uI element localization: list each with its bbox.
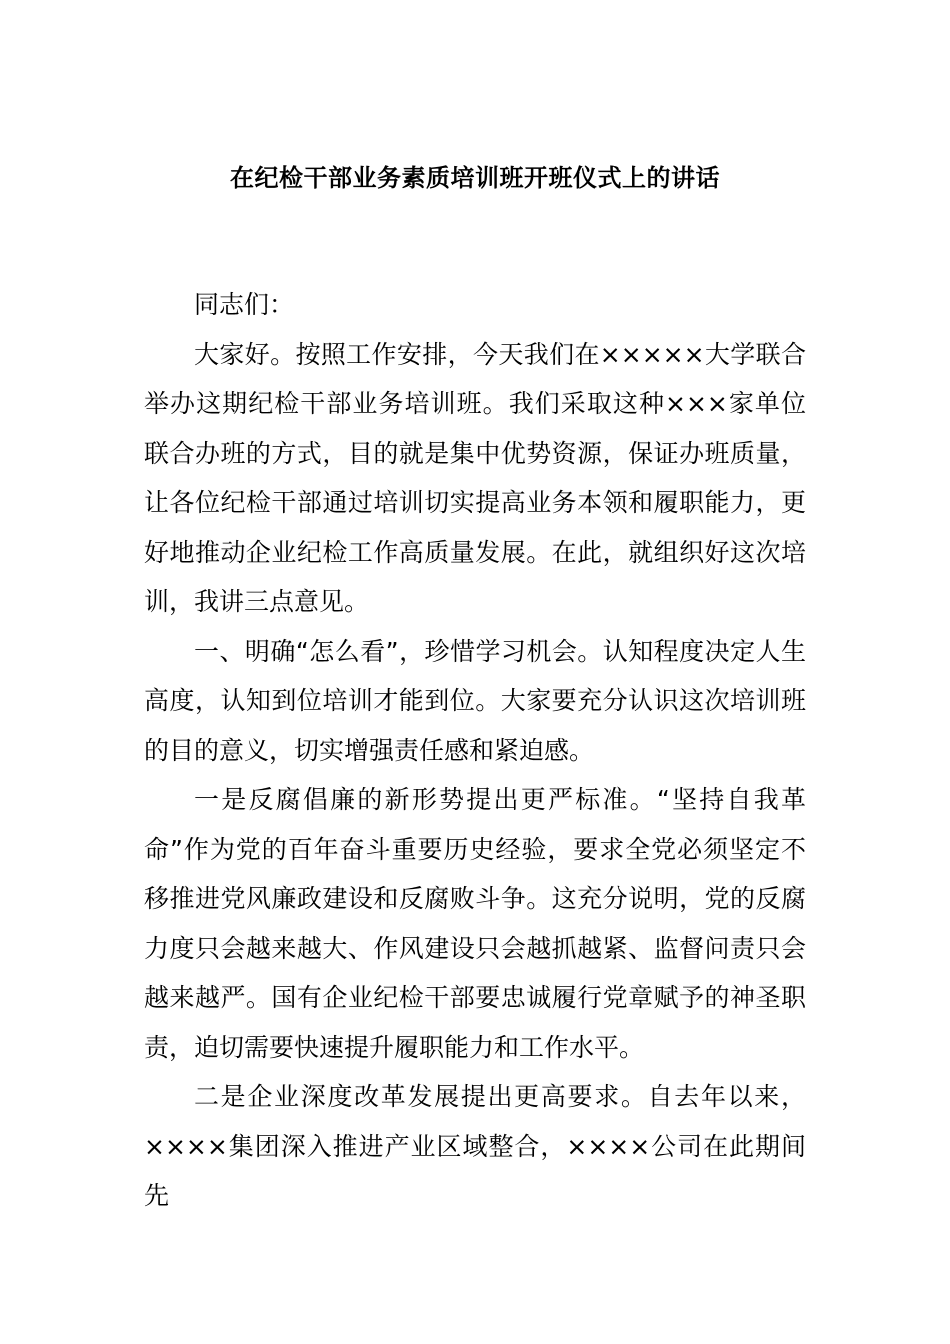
document-body: [144, 280, 806, 1221]
section-one-heading-paragraph: 一、明确“怎么看”，珍惜学习机会。认知程度决定人生高度，认知到位培训才能到位。大家要充分认识这次培训班的目的意义，切实增强责任感和紧迫感。: [144, 636, 806, 765]
opening-paragraph: 大家好。按照工作安排，今天我们在×××××大学联合举办这期纪检干部业务培训班。我们采取这种×××家单位联合办班的方式，目的就是集中优势资源，保证办班质量，让各位纪检干部通过培训切实提高业务本领和履职能力，更好地推动企业纪检工作高质量发展。在此，就组织好这次培训，我讲三点意见。: [144, 339, 806, 616]
document-title: 在纪检干部业务素质培训班开班仪式上的讲话: [230, 164, 720, 192]
salutation-paragraph: 同志们：: [194, 290, 295, 319]
point-one-paragraph: 一是反腐倡廉的新形势提出更严标准。“坚持自我革命”作为党的百年奋斗重要历史经验，要求全党必须坚定不移推进党风廉政建设和反腐败斗争。这充分说明，党的反腐力度只会越来越大、作风建设只会越抓越紧、监督问责只会越来越严。国有企业纪检干部要忠诚履行党章赋予的神圣职责，迫切需要快速提升履职能力和工作水平。: [144, 785, 806, 1062]
point-two-paragraph: 二是企业深度改革发展提出更高要求。自去年以来，××××集团深入推进产业区域整合，××××公司在此期间先: [144, 1082, 806, 1210]
